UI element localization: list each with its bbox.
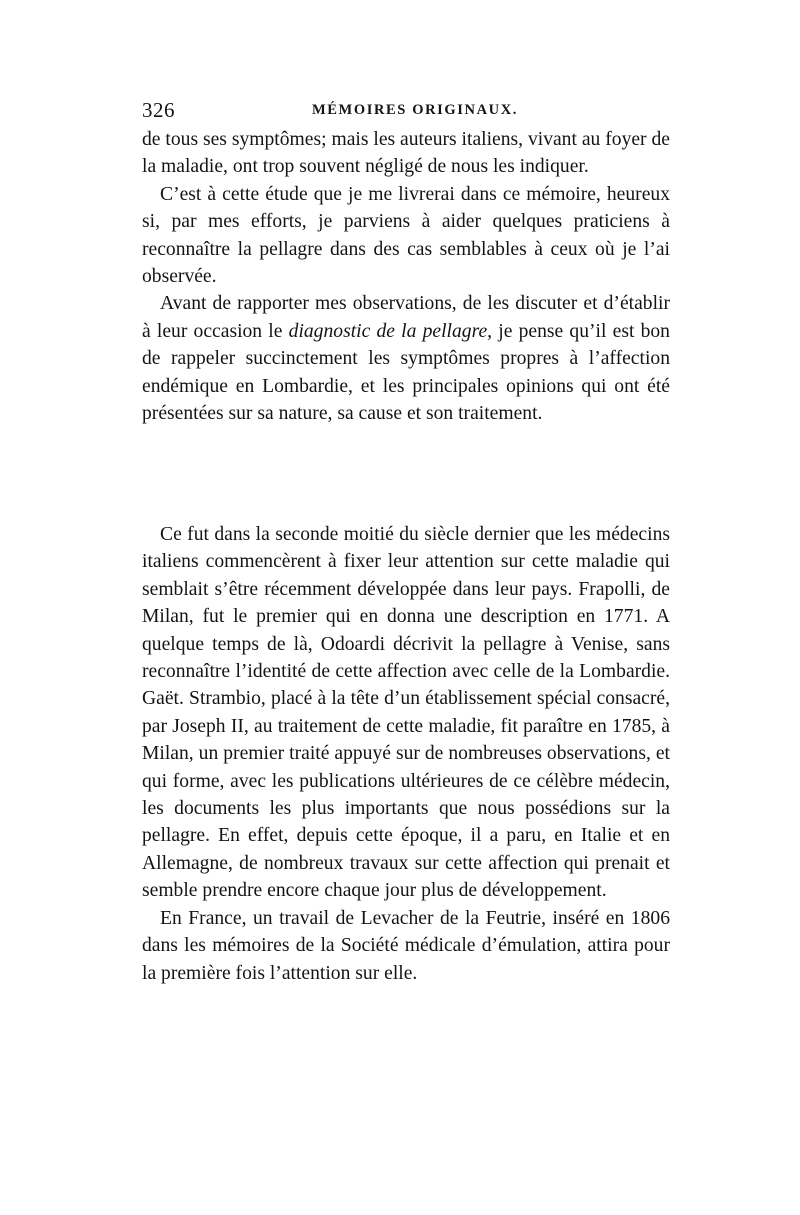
paragraph-before-observations [142,290,670,427]
paragraph-text-start: Avant de rapporter mes observations, de les discuter et d’établir à leur occasion le [142,293,670,342]
running-title: MÉMOIRES ORIGINAUX. [312,102,519,118]
paragraph-history-france: En France, un travail de Levacher de la Feutrie, inséré en 1806 dans les mémoires de la Société médicale d’émulation, attira pour la première fois l’attention sur elle. [142,907,670,984]
paragraph-study: C’est à cette étude que je me livrerai dans ce mémoire, heureux si, par mes efforts, je parviens à aider quelques praticiens à reconnaître la pellagre dans des cas semblables à ceux où je l’ai observée. [142,183,670,288]
text-block-intro [142,126,670,427]
page-number: 326 [142,98,175,122]
text-block-history [142,521,670,987]
paragraph-history-italy: Ce fut dans la seconde moitié du siècle dernier que les médecins italiens commencèrent à fixer leur attention sur cette maladie qui semblait s’être récemment développée dans leur pays. Frapolli, de Milan, fut le premier qui en donna une description en 1771. A quelque temps de là, Odoardi décrivit la pellagre à Venise, sans reconnaître l’identité de cette affection avec celle de la Lombardie. Gaët. Strambio, placé à la tête d’un établissement spécial consacré, par Joseph II, au traitement de cette maladie, fit paraître en 1785, à Milan, un premier traité appuyé sur de nombreuses observations, et qui forme, avec les publications ultérieures de ce célèbre médecin, les documents les plus importants que nous possédions sur la pellagre. En effet, depuis cette époque, il a paru, en Italie et en Allemagne, de nombreux travaux sur cette affection qui prenait et semble prendre encore chaque jour plus de développement. [142,524,670,902]
paragraph-text-end: je pense qu’il est bon de rappeler succinctement les symptômes propres à l’affection endémique en Lombardie, et les principales opinions qui ont été présentées sur sa nature, sa cause et son traitement. [142,320,670,425]
paragraph-continuation: de tous ses symptômes; mais les auteurs italiens, vivant au foyer de la maladie, ont trop souvent négligé de nous les indiquer. [142,129,670,178]
page-header [142,98,672,124]
italic-phrase: diagnostic de la pellagre, [288,320,493,342]
